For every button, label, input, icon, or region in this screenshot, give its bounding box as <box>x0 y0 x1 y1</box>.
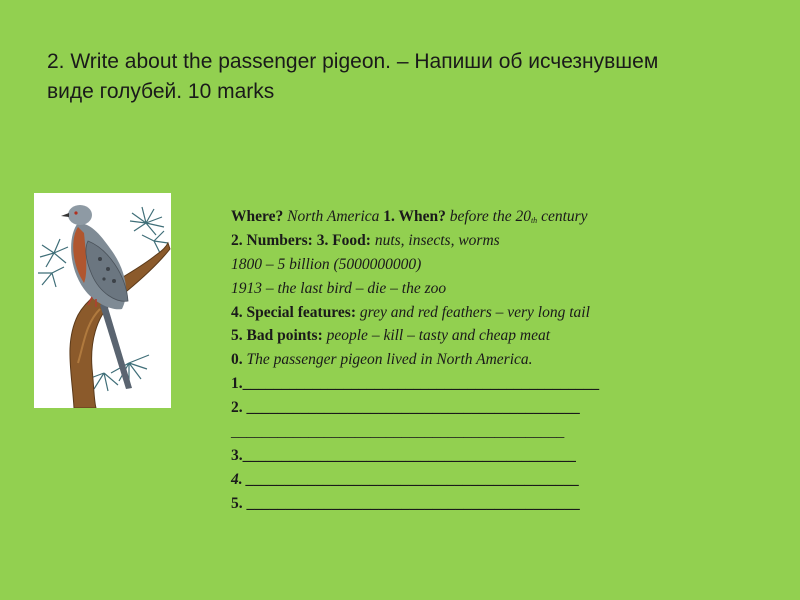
task-title <box>47 47 767 107</box>
food-label: 3. Food: <box>316 231 371 249</box>
example-label: 0. <box>231 351 243 369</box>
task-title-line-2: виде голубей. 10 marks <box>47 80 275 103</box>
line-1800: 1800 – 5 billion (5000000000) <box>231 255 422 273</box>
when-label: 1. When? <box>383 208 446 225</box>
line-where-when <box>231 205 771 229</box>
line-numbers-food <box>231 229 771 253</box>
when-suffix: century <box>541 208 588 225</box>
line-special-features <box>231 301 771 325</box>
special-value: grey and red feathers – very long tail <box>359 303 590 321</box>
line-1913: 1913 – the last bird – die – the zoo <box>231 279 447 297</box>
answer-line-3: 3.___________________________________________ <box>231 446 576 464</box>
special-label: 4. Special features: <box>231 303 356 321</box>
example-value: The passenger pigeon lived in North America. <box>246 351 533 369</box>
when-value: before the 20 <box>449 208 531 225</box>
task-title-line-1: 2. Write about the passenger pigeon. – Напиши об исчезнувшем <box>47 50 659 73</box>
numbers-label: 2. Numbers: <box>231 231 313 249</box>
when-superscript: th <box>530 216 538 225</box>
pigeon-beak <box>61 213 69 217</box>
bad-value: people – kill – tasty and cheap meat <box>326 327 551 345</box>
answer-line-2: 2. ___________________________________________ <box>231 399 580 417</box>
food-value: nuts, insects, worms <box>374 231 500 249</box>
passenger-pigeon-illustration <box>34 193 171 408</box>
where-label: Where? <box>231 208 284 225</box>
answer-line-2-continued: ___________________________________________ <box>231 423 565 441</box>
answer-line-4: 4. ___________________________________________ <box>231 470 580 488</box>
pigeon-eye <box>74 211 77 214</box>
answer-line-1: 1.______________________________________________ <box>231 375 600 393</box>
bad-label: 5. Bad points: <box>231 327 323 345</box>
answer-line-5: 5. ___________________________________________ <box>231 494 580 512</box>
pigeon-head <box>68 205 92 225</box>
where-value: North America <box>287 208 380 225</box>
fact-sheet <box>231 205 771 516</box>
line-bad-points <box>231 324 771 348</box>
line-example <box>231 348 771 372</box>
